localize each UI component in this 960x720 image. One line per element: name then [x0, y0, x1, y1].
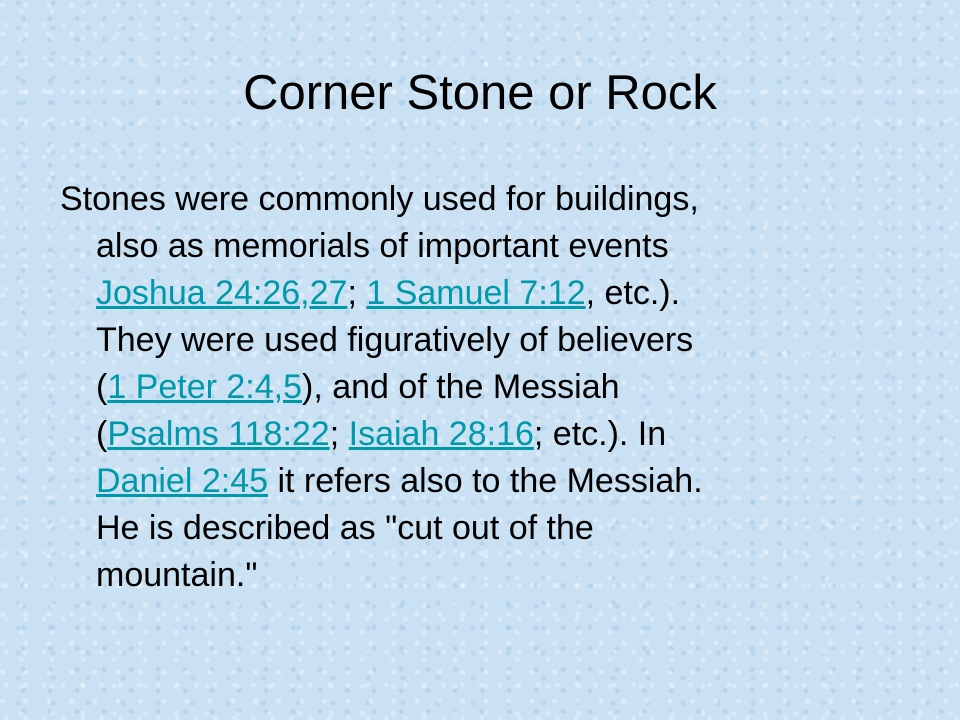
- scripture-link-joshua[interactable]: Joshua 24:26,27: [96, 274, 348, 312]
- body-text: also as memorials of important events: [96, 227, 669, 265]
- body-line: [60, 317, 880, 364]
- body-text: Stones were commonly used for buildings,: [60, 180, 699, 218]
- body-line: [60, 223, 880, 270]
- body-line: [60, 505, 880, 552]
- scripture-link-daniel[interactable]: Daniel 2:45: [96, 462, 269, 500]
- slide-title: Corner Stone or Rock: [243, 66, 717, 120]
- body-text: mountain.": [96, 556, 258, 594]
- scripture-link-1-peter[interactable]: 1 Peter 2:4,5: [107, 368, 303, 406]
- body-line: [60, 176, 880, 223]
- body-text: ; etc.). In: [533, 415, 667, 453]
- body-line: [60, 364, 880, 411]
- body-text: They were used figuratively of believers: [96, 321, 694, 359]
- scripture-link-psalms[interactable]: Psalms 118:22: [107, 415, 330, 453]
- body-line: [60, 270, 880, 317]
- body-text: He is described as "cut out of the: [96, 509, 594, 547]
- body-text: ;: [347, 274, 367, 312]
- body-line: [60, 552, 880, 599]
- body-line: [60, 458, 880, 505]
- body-text: it refers also to the Messiah.: [268, 462, 703, 500]
- body-text: (: [96, 415, 108, 453]
- body-text: ), and of the Messiah: [302, 368, 620, 406]
- body-text: , etc.).: [585, 274, 681, 312]
- body-line: [60, 411, 880, 458]
- slide-body: [60, 176, 880, 599]
- body-text: ;: [329, 415, 349, 453]
- scripture-link-isaiah[interactable]: Isaiah 28:16: [348, 415, 534, 453]
- scripture-link-1-samuel[interactable]: 1 Samuel 7:12: [366, 274, 586, 312]
- body-text: (: [96, 368, 108, 406]
